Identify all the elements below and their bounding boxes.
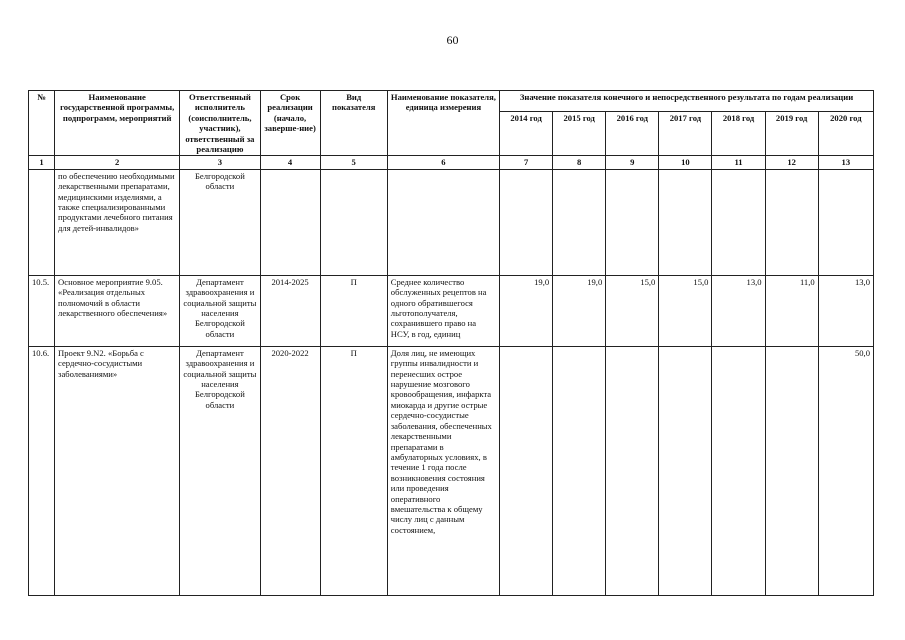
row-value bbox=[712, 346, 765, 595]
header-year: 2017 год bbox=[659, 112, 712, 156]
row-value bbox=[712, 169, 765, 275]
table-row bbox=[29, 169, 874, 275]
header-year: 2016 год bbox=[606, 112, 659, 156]
row-value bbox=[818, 169, 873, 275]
column-number: 8 bbox=[553, 156, 606, 169]
header-year: 2019 год bbox=[765, 112, 818, 156]
header-executor: Ответственный исполнитель (соисполнитель, участник), ответственный за реализацию bbox=[180, 91, 260, 156]
page-number: 60 bbox=[446, 33, 459, 47]
row-executor: Департамент здравоохранения и социальной защиты населения Белгородской области bbox=[180, 346, 260, 595]
row-executor: Белгородской области bbox=[180, 169, 260, 275]
row-term bbox=[260, 169, 320, 275]
row-program-name: по обеспечению необходимыми лекарственными препаратами, медицинскими изделиями, а также специализированными продуктами лечебного питания для детей-инвалидов» bbox=[55, 169, 180, 275]
row-term: 2020-2022 bbox=[260, 346, 320, 595]
column-number: 11 bbox=[712, 156, 765, 169]
row-value bbox=[500, 169, 553, 275]
row-value: 19,0 bbox=[500, 275, 553, 346]
row-number bbox=[29, 169, 55, 275]
column-number: 4 bbox=[260, 156, 320, 169]
header-values-title: Значение показателя конечного и непосредственного результата по годам реализации bbox=[500, 91, 874, 112]
row-value bbox=[765, 169, 818, 275]
row-indicator-name: Среднее количество обслуженных рецептов на одного обратившегося льготополучателя, сохранившего право на НСУ, в год, единиц bbox=[387, 275, 499, 346]
row-value bbox=[500, 346, 553, 595]
header-year: 2020 год bbox=[818, 112, 873, 156]
row-value bbox=[659, 346, 712, 595]
column-number: 9 bbox=[606, 156, 659, 169]
row-indicator-type bbox=[320, 169, 387, 275]
row-term: 2014-2025 bbox=[260, 275, 320, 346]
column-number: 7 bbox=[500, 156, 553, 169]
row-value bbox=[553, 169, 606, 275]
column-number: 3 bbox=[180, 156, 260, 169]
row-number: 10.6. bbox=[29, 346, 55, 595]
row-value bbox=[606, 346, 659, 595]
row-program-name: Проект 9.N2. «Борьба с сердечно-сосудистыми заболеваниями» bbox=[55, 346, 180, 595]
program-table bbox=[28, 90, 874, 596]
row-indicator-type: П bbox=[320, 275, 387, 346]
row-value bbox=[765, 346, 818, 595]
row-value: 13,0 bbox=[712, 275, 765, 346]
row-value bbox=[606, 169, 659, 275]
row-value bbox=[553, 346, 606, 595]
header-row bbox=[29, 91, 874, 112]
table-row bbox=[29, 346, 874, 595]
column-number: 12 bbox=[765, 156, 818, 169]
row-executor: Департамент здравоохранения и социальной защиты населения Белгородской области bbox=[180, 275, 260, 346]
row-value bbox=[659, 169, 712, 275]
row-indicator-type: П bbox=[320, 346, 387, 595]
row-value: 13,0 bbox=[818, 275, 873, 346]
column-numbers-row bbox=[29, 156, 874, 169]
table-row bbox=[29, 275, 874, 346]
column-number: 2 bbox=[55, 156, 180, 169]
header-no: № bbox=[29, 91, 55, 156]
row-value: 19,0 bbox=[553, 275, 606, 346]
header-indicator-type: Вид показателя bbox=[320, 91, 387, 156]
row-value: 11,0 bbox=[765, 275, 818, 346]
header-term: Срок реализации (начало, заверше-ние) bbox=[260, 91, 320, 156]
column-number: 6 bbox=[387, 156, 499, 169]
row-value: 15,0 bbox=[659, 275, 712, 346]
column-number: 13 bbox=[818, 156, 873, 169]
row-indicator-name bbox=[387, 169, 499, 275]
column-number: 10 bbox=[659, 156, 712, 169]
header-program-name: Наименование государственной программы, подпрограмм, мероприятий bbox=[55, 91, 180, 156]
row-indicator-name: Доля лиц, не имеющих группы инвалидности и перенесших острое нарушение мозгового кровообращения, инфаркта миокарда и другие острые сердечно-сосудистые заболевания, обеспеченных лекарственными препаратами в амбулаторных условиях, в течение 1 года после возникновения состояния или проведения оперативного вмешательства к общему числу лиц с данным состоянием, bbox=[387, 346, 499, 595]
row-number: 10.5. bbox=[29, 275, 55, 346]
header-year: 2014 год bbox=[500, 112, 553, 156]
row-value: 50,0 bbox=[818, 346, 873, 595]
column-number: 1 bbox=[29, 156, 55, 169]
header-year: 2018 год bbox=[712, 112, 765, 156]
row-program-name: Основное мероприятие 9.05. «Реализация отдельных полномочий в области лекарственного обеспечения» bbox=[55, 275, 180, 346]
header-indicator-name: Наименование показателя, единица измерения bbox=[387, 91, 499, 156]
header-year: 2015 год bbox=[553, 112, 606, 156]
column-number: 5 bbox=[320, 156, 387, 169]
row-value: 15,0 bbox=[606, 275, 659, 346]
